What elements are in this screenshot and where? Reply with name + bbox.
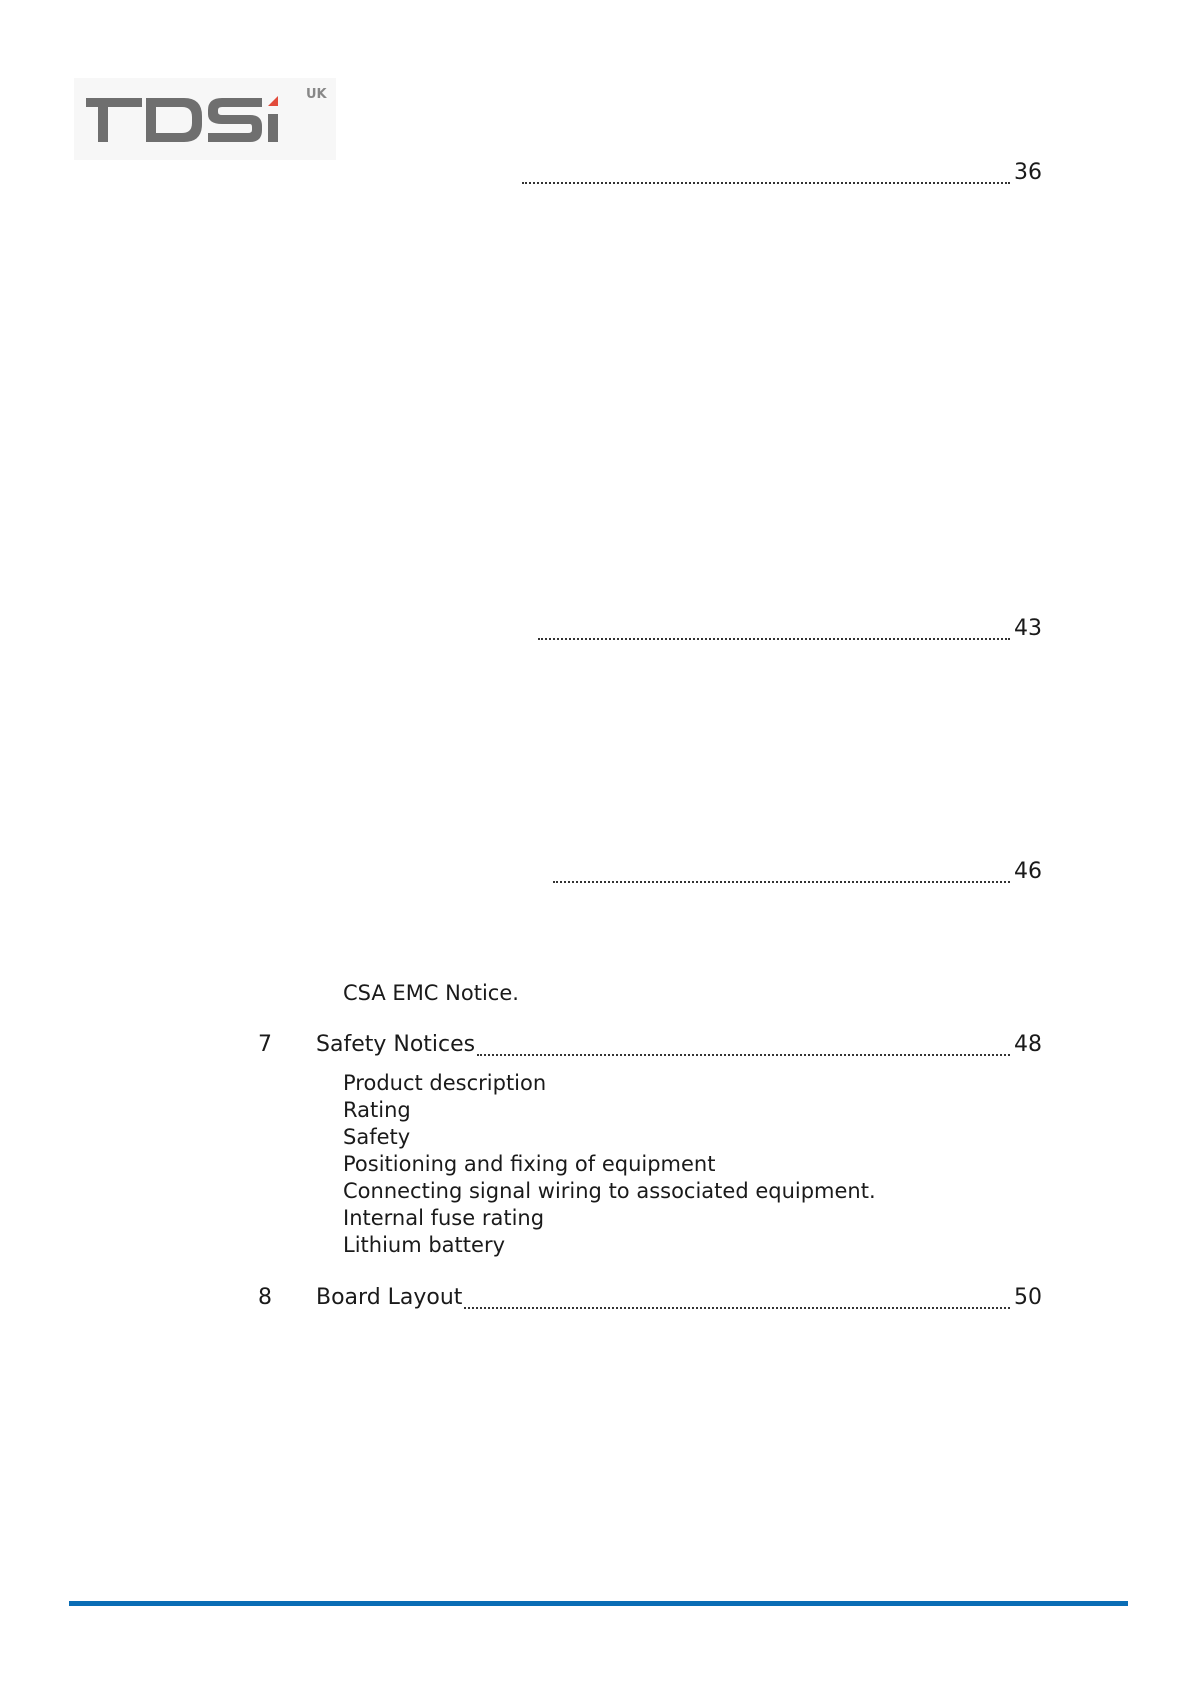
toc-page-number: 43: [1014, 616, 1042, 641]
toc-section-number: 8: [258, 1285, 272, 1310]
toc-page-number: 46: [1014, 859, 1042, 884]
toc-sub-item[interactable]: Internal fuse rating: [343, 1206, 545, 1230]
dot-leader: [464, 1307, 1010, 1309]
dot-leader: [522, 182, 1010, 184]
toc-entry-partial[interactable]: [520, 160, 1042, 190]
toc-section-title: Safety Notices: [316, 1032, 476, 1057]
tdsi-logo-icon: [84, 88, 314, 148]
toc-page-number: 36: [1014, 160, 1042, 185]
company-logo: [74, 78, 336, 160]
footer-rule: [69, 1601, 1128, 1606]
toc-sub-item[interactable]: CSA EMC Notice.: [343, 981, 519, 1005]
logo-region-label: UK: [306, 87, 327, 102]
toc-entry-safety-notices[interactable]: [316, 1032, 1042, 1062]
toc-entry-partial[interactable]: [551, 859, 1042, 889]
toc-page-number: 50: [1014, 1285, 1042, 1310]
toc-section-title: Board Layout: [316, 1285, 463, 1310]
toc-entry-partial[interactable]: [536, 616, 1042, 646]
toc-page-number: 48: [1014, 1032, 1042, 1057]
dot-leader: [477, 1054, 1010, 1056]
toc-sub-item[interactable]: Safety: [343, 1125, 411, 1149]
toc-sub-item[interactable]: Product description: [343, 1071, 547, 1095]
toc-entry-board-layout[interactable]: [316, 1285, 1042, 1315]
dot-leader: [553, 881, 1010, 883]
toc-sub-item[interactable]: Connecting signal wiring to associated equipment.: [343, 1179, 876, 1203]
toc-section-number: 7: [258, 1032, 272, 1057]
toc-sub-item[interactable]: Positioning and fixing of equipment: [343, 1152, 716, 1176]
dot-leader: [538, 638, 1010, 640]
toc-sub-item[interactable]: Lithium battery: [343, 1233, 506, 1257]
toc-sub-item[interactable]: Rating: [343, 1098, 411, 1122]
